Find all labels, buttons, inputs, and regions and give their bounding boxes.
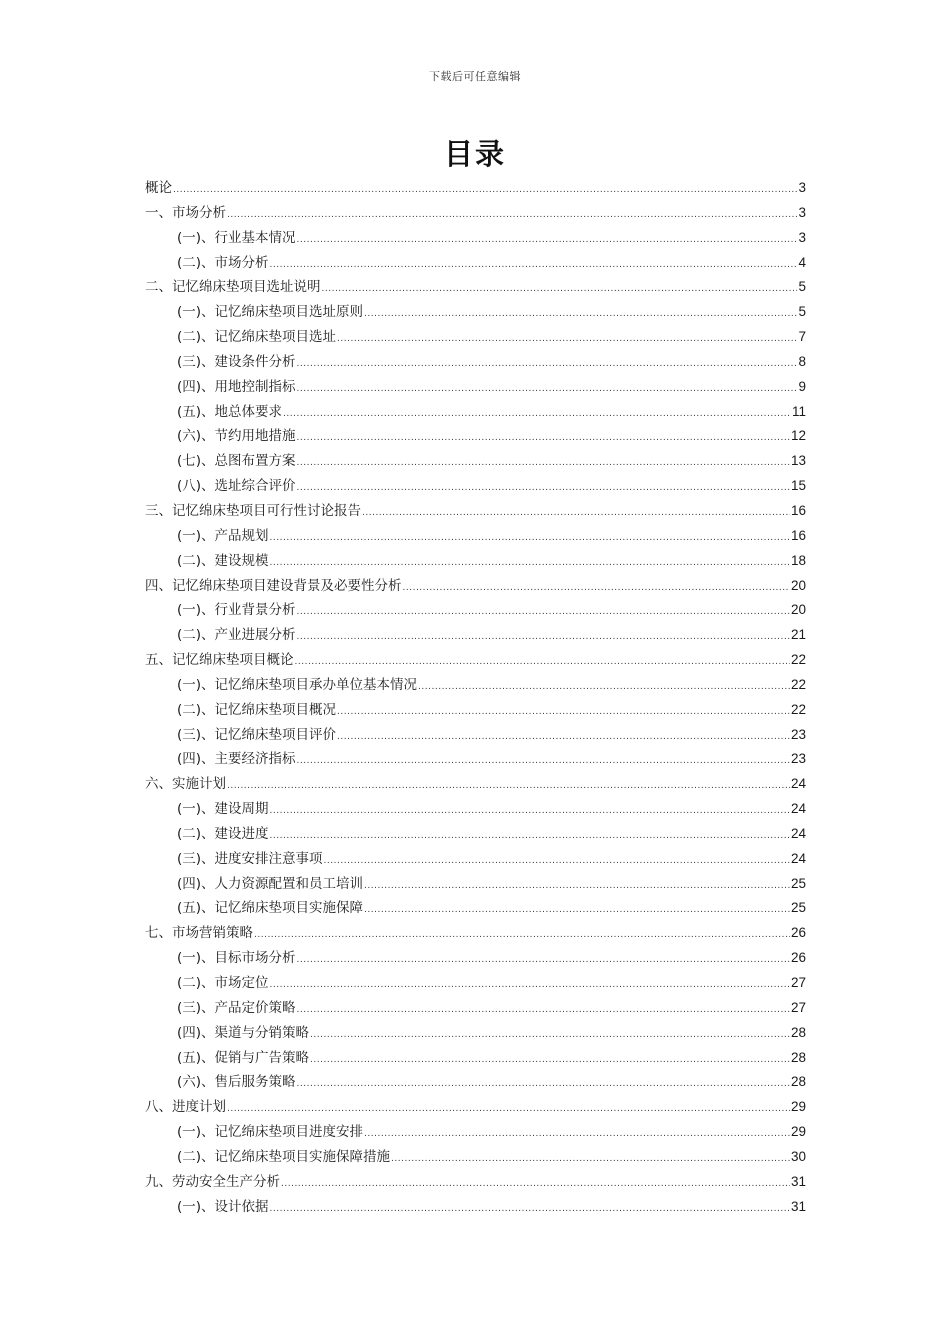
- toc-entry-page-number: 24: [790, 776, 806, 792]
- toc-entry[interactable]: [145, 499, 806, 524]
- toc-entry-page-number: 21: [790, 627, 806, 643]
- toc-entry-label: (二)、记忆绵床垫项目选址: [177, 329, 337, 346]
- toc-entry[interactable]: [145, 1070, 806, 1095]
- toc-entry-label: (二)、市场定位: [177, 975, 269, 991]
- toc-entry-page-number: 24: [790, 850, 806, 866]
- toc-entry-label: 概论: [145, 180, 172, 196]
- toc-entry-label: 三、记忆绵床垫项目可行性讨论报告: [145, 502, 361, 519]
- toc-dot-leader: [297, 600, 790, 623]
- toc-entry-label: (二)、记忆绵床垫项目概况: [177, 701, 337, 718]
- toc-entry-page-number: 5: [798, 304, 806, 320]
- toc-entry-page-number: 28: [790, 1049, 806, 1065]
- toc-entry-page-number: 11: [791, 403, 806, 419]
- toc-entry-label: 九、劳动安全生产分析: [145, 1173, 280, 1190]
- toc-entry-label: 二、记忆绵床垫项目选址说明: [145, 279, 321, 296]
- toc-entry-page-number: 13: [790, 453, 806, 469]
- toc-dot-leader: [297, 476, 790, 499]
- toc-entry-page-number: 3: [798, 180, 806, 195]
- toc-entry-label: (一)、设计依据: [177, 1198, 269, 1215]
- toc-entry-label: 四、记忆绵床垫项目建设背景及必要性分析: [145, 577, 402, 594]
- toc-dot-leader: [297, 451, 790, 474]
- toc-entry-label: (二)、市场分析: [177, 254, 269, 271]
- toc-dot-leader: [173, 178, 797, 201]
- toc-entry-page-number: 24: [790, 825, 806, 841]
- toc-entry[interactable]: [145, 946, 806, 971]
- toc-entry-label: 六、实施计划: [145, 776, 226, 793]
- toc-entry-label: (三)、建设条件分析: [177, 353, 296, 370]
- toc-entry[interactable]: [145, 822, 806, 847]
- toc-entry-label: 五、记忆绵床垫项目概论: [145, 652, 294, 669]
- toc-entry-label: (一)、记忆绵床垫项目选址原则: [177, 304, 364, 321]
- toc-entry[interactable]: [145, 1046, 806, 1071]
- toc-dot-leader: [297, 749, 790, 772]
- toc-entry-page-number: 15: [790, 478, 806, 494]
- toc-entry[interactable]: [145, 1195, 806, 1220]
- toc-entry-label: (五)、促销与广告策略: [177, 1049, 310, 1066]
- toc-entry-page-number: 29: [790, 1099, 806, 1115]
- toc-entry-label: (三)、进度安排注意事项: [177, 850, 323, 867]
- toc-dot-leader: [270, 551, 790, 574]
- toc-entry-page-number: 22: [790, 701, 806, 717]
- toc-dot-leader: [227, 774, 790, 797]
- toc-entry[interactable]: [145, 996, 806, 1021]
- toc-dot-leader: [418, 675, 790, 698]
- toc-entry[interactable]: [145, 1145, 806, 1170]
- toc-dot-leader: [270, 253, 798, 276]
- toc-entry[interactable]: [145, 921, 806, 946]
- toc-entry-page-number: 31: [790, 1173, 806, 1189]
- toc-dot-leader: [270, 526, 790, 549]
- toc-dot-leader: [403, 576, 790, 599]
- toc-dot-leader: [297, 426, 790, 449]
- toc-entry-page-number: 25: [790, 900, 806, 916]
- toc-dot-leader: [283, 402, 791, 425]
- toc-entry-page-number: 28: [790, 1024, 806, 1040]
- toc-entry-page-number: 12: [790, 428, 806, 444]
- toc-entry-page-number: 5: [798, 279, 806, 295]
- toc-entry-page-number: 7: [798, 329, 806, 345]
- toc-entry-page-number: 27: [790, 975, 806, 990]
- toc-entry-label: (一)、行业基本情况: [177, 229, 296, 246]
- toc-dot-leader: [297, 948, 790, 971]
- toc-entry[interactable]: [145, 648, 806, 673]
- toc-entry[interactable]: [145, 896, 806, 921]
- toc-entry[interactable]: [145, 747, 806, 772]
- toc-entry-label: (一)、建设周期: [177, 801, 269, 818]
- toc-entry[interactable]: [145, 971, 806, 996]
- toc-entry[interactable]: [145, 772, 806, 797]
- toc-dot-leader: [297, 625, 790, 648]
- toc-dot-leader: [297, 377, 798, 400]
- toc-dot-leader: [297, 352, 798, 375]
- toc-entry-page-number: 3: [798, 204, 806, 220]
- toc-entry[interactable]: [145, 797, 806, 822]
- toc-entry-page-number: 30: [790, 1148, 806, 1164]
- toc-entry-page-number: 20: [790, 602, 806, 618]
- toc-entry-label: (一)、行业背景分析: [177, 602, 296, 619]
- toc-entry-page-number: 29: [790, 1124, 806, 1140]
- toc-entry-label: (六)、售后服务策略: [177, 1074, 296, 1091]
- toc-entry[interactable]: [145, 176, 806, 201]
- toc-dot-leader: [324, 849, 790, 872]
- toc-dot-leader: [391, 1147, 790, 1170]
- toc-dot-leader: [362, 501, 790, 524]
- toc-entry-label: (一)、目标市场分析: [177, 950, 296, 967]
- toc-entry-label: 八、进度计划: [145, 1099, 226, 1116]
- toc-entry-page-number: 27: [790, 999, 806, 1015]
- toc-entry-label: (三)、记忆绵床垫项目评价: [177, 726, 337, 743]
- toc-dot-leader: [337, 725, 790, 748]
- toc-entry-page-number: 9: [798, 378, 806, 394]
- toc-entry[interactable]: [145, 872, 806, 897]
- toc-entry-label: (三)、产品定价策略: [177, 999, 296, 1016]
- toc-entry-label: (五)、记忆绵床垫项目实施保障: [177, 900, 364, 917]
- toc-dot-leader: [337, 327, 797, 350]
- toc-entry-page-number: 16: [790, 502, 806, 518]
- toc-entry-page-number: 31: [790, 1198, 806, 1214]
- toc-dot-leader: [270, 799, 790, 822]
- toc-entry-label: (二)、建设进度: [177, 825, 269, 842]
- toc-dot-leader: [364, 302, 797, 325]
- toc-entry-page-number: 28: [790, 1074, 806, 1090]
- toc-entry[interactable]: [145, 574, 806, 599]
- toc-entry[interactable]: [145, 1170, 806, 1195]
- toc-entry-page-number: 24: [790, 801, 806, 817]
- toc-entry[interactable]: [145, 623, 806, 648]
- toc-dot-leader: [337, 700, 790, 723]
- toc-entry-page-number: 20: [790, 577, 806, 593]
- toc-entry[interactable]: [145, 300, 806, 325]
- toc-entry-page-number: 3: [798, 229, 806, 245]
- toc-entry[interactable]: [145, 400, 806, 425]
- toc-entry-label: (二)、记忆绵床垫项目实施保障措施: [177, 1148, 391, 1165]
- toc-dot-leader: [364, 874, 790, 897]
- toc-entry[interactable]: [145, 251, 806, 276]
- toc-entry-page-number: 22: [790, 652, 806, 668]
- toc-entry-page-number: 26: [790, 925, 806, 941]
- toc-dot-leader: [254, 923, 790, 946]
- toc-dot-leader: [322, 277, 798, 300]
- toc-entry-label: 一、市场分析: [145, 204, 226, 221]
- toc-entry[interactable]: [145, 723, 806, 748]
- header-note: 下载后可任意编辑: [429, 70, 521, 83]
- toc-entry-label: (五)、地总体要求: [177, 403, 283, 420]
- toc-title: 目录: [443, 137, 506, 171]
- toc-dot-leader: [295, 650, 790, 673]
- table-of-contents: [145, 176, 806, 1219]
- toc-entry[interactable]: [145, 524, 806, 549]
- toc-entry[interactable]: [145, 201, 806, 226]
- toc-entry-page-number: 4: [798, 254, 806, 270]
- toc-dot-leader: [310, 1023, 790, 1046]
- toc-dot-leader: [364, 898, 790, 921]
- toc-entry-label: 七、市场营销策略: [145, 925, 253, 942]
- toc-entry[interactable]: [145, 1021, 806, 1046]
- toc-entry-label: (八)、选址综合评价: [177, 478, 296, 495]
- toc-dot-leader: [270, 973, 790, 996]
- toc-entry-label: (二)、产业进展分析: [177, 627, 296, 644]
- toc-dot-leader: [297, 1072, 790, 1095]
- toc-entry-page-number: 23: [790, 751, 806, 767]
- toc-dot-leader: [281, 1172, 790, 1195]
- toc-entry[interactable]: [145, 698, 806, 723]
- toc-entry-label: (一)、记忆绵床垫项目进度安排: [177, 1124, 364, 1141]
- toc-dot-leader: [270, 1197, 790, 1220]
- toc-entry-label: (四)、人力资源配置和员工培训: [177, 875, 364, 892]
- toc-entry[interactable]: [145, 1095, 806, 1120]
- toc-entry[interactable]: [145, 375, 806, 400]
- toc-entry-label: (七)、总图布置方案: [177, 453, 296, 470]
- toc-entry[interactable]: [145, 449, 806, 474]
- toc-entry-page-number: 25: [790, 875, 806, 891]
- toc-entry[interactable]: [145, 226, 806, 251]
- toc-dot-leader: [270, 824, 790, 847]
- toc-dot-leader: [310, 1048, 790, 1071]
- toc-entry[interactable]: [145, 1120, 806, 1145]
- toc-entry[interactable]: [145, 350, 806, 375]
- toc-entry[interactable]: [145, 847, 806, 872]
- toc-entry-page-number: 22: [790, 676, 806, 692]
- toc-entry-page-number: 18: [790, 552, 806, 568]
- toc-entry-label: (一)、产品规划: [177, 527, 269, 544]
- toc-entry-label: (四)、用地控制指标: [177, 378, 296, 395]
- toc-dot-leader: [364, 1122, 790, 1145]
- toc-dot-leader: [297, 228, 798, 251]
- toc-entry[interactable]: [145, 474, 806, 499]
- toc-entry-label: (四)、主要经济指标: [177, 751, 296, 768]
- toc-entry[interactable]: [145, 275, 806, 300]
- toc-entry[interactable]: [145, 598, 806, 623]
- toc-entry[interactable]: [145, 549, 806, 574]
- toc-entry-label: (二)、建设规模: [177, 552, 269, 569]
- toc-entry[interactable]: [145, 673, 806, 698]
- toc-entry-label: (四)、渠道与分销策略: [177, 1024, 310, 1041]
- toc-entry[interactable]: [145, 325, 806, 350]
- toc-entry-page-number: 8: [798, 353, 806, 369]
- toc-entry-page-number: 26: [790, 950, 806, 966]
- toc-entry-page-number: 23: [790, 726, 806, 742]
- toc-dot-leader: [227, 1097, 790, 1120]
- toc-entry-label: (一)、记忆绵床垫项目承办单位基本情况: [177, 676, 418, 693]
- toc-entry-label: (六)、节约用地措施: [177, 428, 296, 445]
- toc-entry-page-number: 16: [790, 527, 806, 543]
- toc-dot-leader: [297, 998, 790, 1021]
- toc-entry[interactable]: [145, 424, 806, 449]
- toc-dot-leader: [227, 203, 797, 226]
